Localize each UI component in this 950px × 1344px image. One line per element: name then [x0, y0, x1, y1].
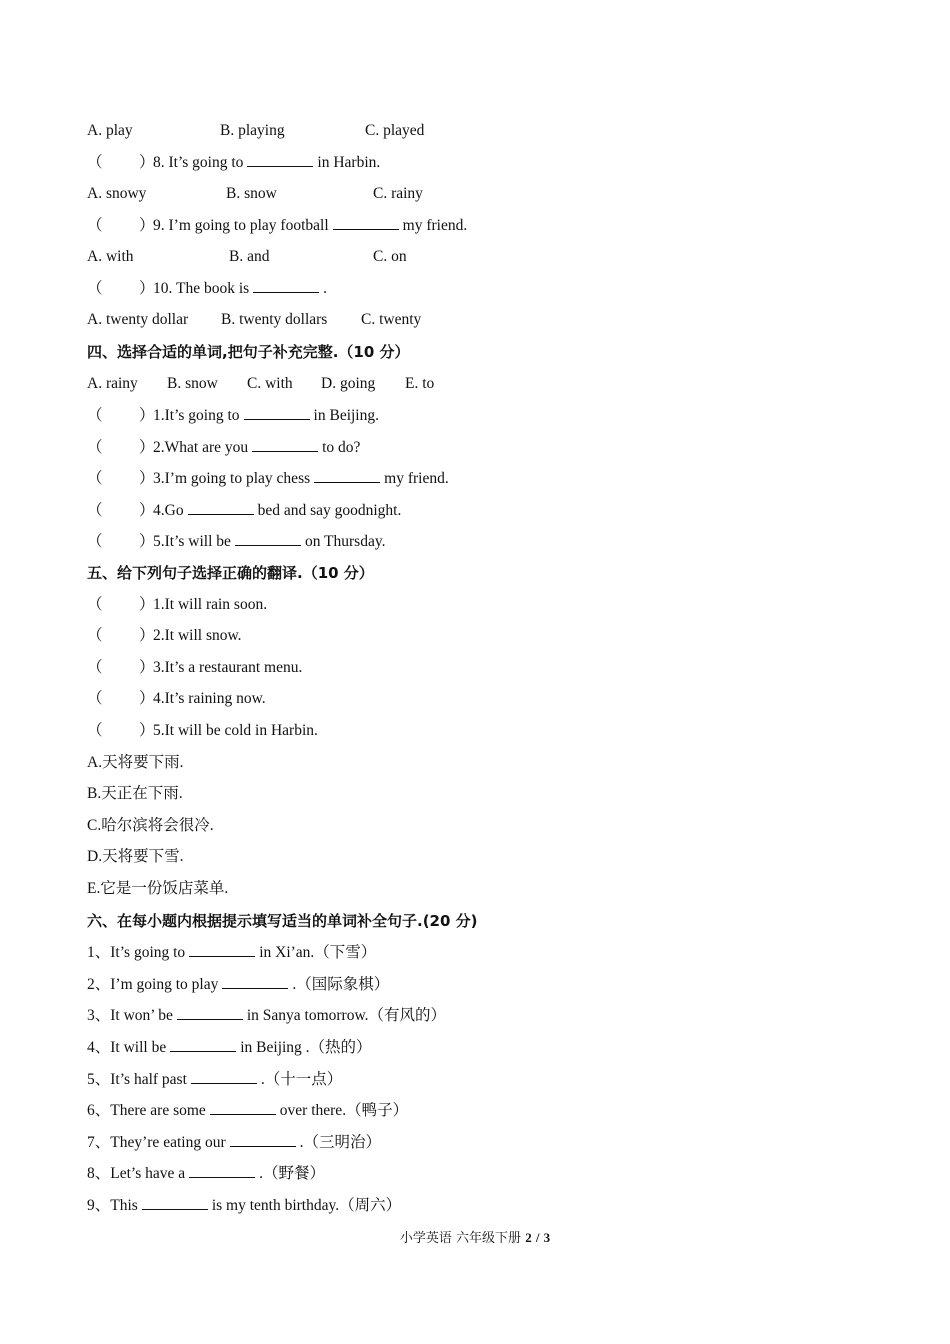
- question-8: （ ）8. It’s going to in Harbin.: [87, 151, 380, 173]
- answer-blank: [188, 499, 254, 515]
- section-6-item-3: 3、It won’ be in Sanya tomorrow.（有风的）: [87, 1004, 446, 1026]
- section-5-item-2: （ ）2.It will snow.: [87, 625, 242, 647]
- answer-blank: [210, 1099, 276, 1115]
- answer-paren: （ ）: [87, 280, 155, 297]
- section-6-item-1: 1、It’s going to in Xi’an.（下雪）: [87, 941, 376, 963]
- answer-paren: （ ）: [87, 217, 155, 234]
- translation-choice: C.哈尔滨将会很冷.: [87, 817, 214, 834]
- answer-blank: [222, 973, 288, 989]
- answer-blank: [252, 436, 318, 452]
- answer-paren: （ ）: [87, 502, 155, 519]
- translation-choice: B.天正在下雨.: [87, 785, 183, 802]
- section-6-item-4: 4、It will be in Beijing .（热的）: [87, 1036, 372, 1058]
- page-number: 2: [525, 1230, 532, 1245]
- answer-paren: （ ）: [87, 596, 155, 613]
- option-b: B. snow: [226, 185, 277, 202]
- option-b: B. playing: [220, 122, 285, 139]
- section-4-heading: 四、选择合适的单词,把句子补充完整.（10 分）: [87, 343, 410, 361]
- section-6-item-2: 2、I’m going to play .（国际象棋）: [87, 973, 389, 995]
- section-5-item-1: （ ）1.It will rain soon.: [87, 594, 267, 616]
- section-6-item-7: 7、They’re eating our .（三明治）: [87, 1131, 381, 1153]
- word-bank-item: A. rainy: [87, 375, 138, 392]
- answer-paren: （ ）: [87, 659, 155, 676]
- answer-blank: [230, 1131, 296, 1147]
- answer-paren: （ ）: [87, 154, 155, 171]
- option-b: B. twenty dollars: [221, 311, 328, 328]
- section-5-item-5: （ ）5.It will be cold in Harbin.: [87, 720, 318, 742]
- answer-paren: （ ）: [87, 690, 155, 707]
- answer-blank: [333, 214, 399, 230]
- word-bank-item: D. going: [321, 375, 376, 392]
- question-10: （ ）10. The book is .: [87, 277, 327, 299]
- section-4-item-1: （ ）1.It’s going to in Beijing.: [87, 404, 379, 426]
- page-separator: /: [535, 1230, 540, 1245]
- section-4-item-5: （ ）5.It’s will be on Thursday.: [87, 530, 385, 552]
- page-total: 3: [543, 1230, 551, 1245]
- section-4-item-4: （ ）4.Go bed and say goodnight.: [87, 499, 401, 521]
- section-6-heading: 六、在每小题内根据提示填写适当的单词补全句子.(20 分): [87, 912, 478, 930]
- section-5-item-4: （ ）4.It’s raining now.: [87, 688, 266, 710]
- answer-paren: （ ）: [87, 627, 155, 644]
- answer-paren: （ ）: [87, 533, 155, 550]
- section-5-heading: 五、给下列句子选择正确的翻译.（10 分）: [87, 564, 374, 582]
- option-b: B. and: [229, 248, 270, 265]
- answer-paren: （ ）: [87, 470, 155, 487]
- answer-blank: [235, 530, 301, 546]
- option-a: A. snowy: [87, 185, 147, 202]
- answer-blank: [177, 1004, 243, 1020]
- answer-blank: [244, 404, 310, 420]
- word-bank-item: C. with: [247, 375, 293, 392]
- question-9: （ ）9. I’m going to play football my friend.: [87, 214, 467, 236]
- answer-blank: [170, 1036, 236, 1052]
- answer-paren: （ ）: [87, 439, 155, 456]
- section-6-item-5: 5、It’s half past .（十一点）: [87, 1068, 342, 1090]
- answer-blank: [314, 467, 380, 483]
- section-5-item-3: （ ）3.It’s a restaurant menu.: [87, 657, 302, 679]
- answer-blank: [253, 277, 319, 293]
- option-a: A. with: [87, 248, 134, 265]
- answer-blank: [189, 941, 255, 957]
- answer-paren: （ ）: [87, 722, 155, 739]
- page-footer: [0, 1228, 950, 1248]
- answer-paren: （ ）: [87, 407, 155, 424]
- section-6-item-8: 8、Let’s have a .（野餐）: [87, 1162, 325, 1184]
- option-a: A. play: [87, 122, 133, 139]
- answer-blank: [191, 1068, 257, 1084]
- translation-choice: E.它是一份饭店菜单.: [87, 880, 229, 897]
- section-6-item-9: 9、This is my tenth birthday.（周六）: [87, 1194, 401, 1216]
- footer-label: 小学英语 六年级下册: [399, 1231, 522, 1246]
- section-4-item-2: （ ）2.What are you to do?: [87, 436, 360, 458]
- answer-blank: [247, 151, 313, 167]
- section-6-item-6: 6、There are some over there.（鸭子）: [87, 1099, 408, 1121]
- option-c: C. twenty: [361, 311, 422, 328]
- translation-choice: D.天将要下雪.: [87, 848, 184, 865]
- option-a: A. twenty dollar: [87, 311, 189, 328]
- word-bank-item: E. to: [405, 375, 435, 392]
- answer-blank: [189, 1162, 255, 1178]
- option-c: C. rainy: [373, 185, 423, 202]
- section-4-item-3: （ ）3.I’m going to play chess my friend.: [87, 467, 449, 489]
- translation-choice: A.天将要下雨.: [87, 754, 184, 771]
- answer-blank: [142, 1194, 208, 1210]
- option-c: C. played: [365, 122, 425, 139]
- option-c: C. on: [373, 248, 407, 265]
- word-bank-item: B. snow: [167, 375, 218, 392]
